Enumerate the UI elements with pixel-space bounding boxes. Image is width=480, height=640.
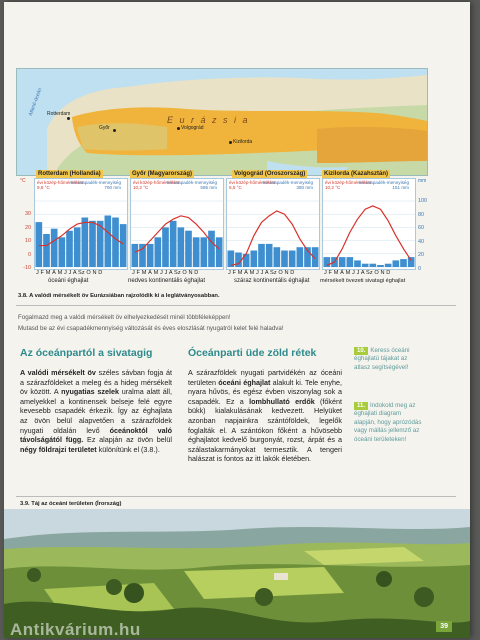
caption-gyor: Győr (Magyarország): [132, 171, 193, 177]
precip-bar: [251, 251, 258, 268]
photo-caption: 3.9. Táj az óceáni területen (Írország): [20, 501, 122, 507]
precip-bar: [120, 224, 127, 267]
precip-bar: [89, 221, 96, 267]
diagram-plot: [323, 179, 415, 269]
text-run: különítünk el (3.8.).: [96, 444, 160, 454]
precip-bar: [178, 227, 185, 267]
left-tick: 0: [28, 251, 31, 258]
precip-bar: [339, 257, 346, 267]
right-tick: 60: [418, 225, 424, 231]
map-label-atlanti: Atlanti-óceán: [27, 87, 44, 117]
text-run: alakult ki. Tele enyhe, nyara hűvös, és egész évben viszonylag sok a csapadék. Ez a: [188, 377, 342, 406]
left-tick: 30: [25, 211, 31, 217]
precip-bar: [43, 234, 50, 267]
text-run: széles sávban fogja át a szárazföldeket a meleg és a hideg mérsékelt öv között. A: [20, 368, 172, 397]
climate-type-label: óceáni éghajlat: [48, 278, 89, 284]
climate-diagram: [34, 178, 128, 270]
axis-left-unit: °C: [20, 178, 26, 184]
bold-term: lombhullató erdők: [249, 396, 315, 406]
left-tick: 20: [25, 224, 31, 231]
task-text: Keress óceáni éghajlatú tájakat az atlasz segítségével!: [354, 347, 410, 371]
city-marker: [229, 141, 232, 144]
precip-bar: [354, 260, 361, 267]
bold-term: nyugatias szelek: [61, 387, 119, 397]
climate-diagram: [226, 178, 320, 270]
temp-label: évi közép-hőmérséklet: [325, 180, 371, 185]
text-run: uralma alatt áll, amelyekkel a kontinensek belseje felé egyre kevesebb csapadék érkezik. Így az éghajlata az övön belül alapvetően a szárazföldek nyugati oldalán levő: [20, 387, 172, 435]
divider: [16, 305, 456, 306]
side-task: [354, 347, 424, 372]
temp-label: évi közép-hőmérséklet: [133, 180, 179, 185]
precip-bar: [266, 244, 273, 267]
temp-value: 9,8 °C: [37, 185, 50, 191]
body-paragraph: [188, 368, 342, 464]
precip-value: 760 mm: [104, 185, 121, 191]
right-tick: 40: [418, 238, 424, 245]
textbook-page: [4, 2, 470, 638]
precip-bar: [132, 244, 139, 267]
precip-bar: [74, 227, 81, 267]
section-title: Óceánparti üde zöld rétek: [188, 347, 317, 359]
precip-bar: [66, 231, 73, 267]
climate-diagram: [130, 178, 224, 270]
precip-bar: [82, 218, 89, 268]
precip-bar: [393, 260, 400, 267]
precip-bar: [155, 237, 162, 267]
temp-value: 6,5 °C: [229, 185, 242, 191]
map-city-rotterdam: Rotterdam: [47, 111, 71, 117]
climate-type-label: mérsékelt övezeti sivatagi éghajlat: [320, 278, 406, 284]
precip-bar: [377, 265, 384, 267]
diagram-plot: [131, 179, 223, 269]
task-number: 10.: [354, 347, 368, 355]
climate-type-label: száraz kontinentális éghajlat: [234, 278, 310, 284]
diagram-plot: [227, 179, 319, 269]
precip-bar: [59, 237, 66, 267]
map-city-volgograd: Volgográd: [181, 125, 204, 131]
precip-value: 151 mm: [392, 185, 409, 191]
precip-value: 585 mm: [200, 185, 217, 191]
diagram-plot: [35, 179, 127, 269]
precip-bar: [370, 264, 377, 267]
text-run: Ez alapján az övön belül: [83, 435, 172, 445]
precip-bar: [162, 227, 169, 267]
right-tick: 20: [418, 252, 424, 258]
precip-bar: [216, 237, 223, 267]
text-run: A szárazföldek nyugati partvidékén az óceáni területen: [188, 368, 342, 387]
body-paragraph: [20, 368, 172, 454]
caption-volgograd: Volgográd (Oroszország): [234, 171, 306, 177]
temp-value: 10,2 °C: [133, 185, 149, 191]
left-tick: -10: [23, 265, 31, 271]
precip-value: 380 mm: [296, 185, 313, 191]
precip-label: évi csapadék-mennyiség: [262, 180, 313, 185]
section-title: Az óceánpartól a sivatagig: [20, 347, 153, 359]
precip-bar: [112, 218, 119, 268]
axis-right-unit: mm: [418, 178, 427, 184]
precip-bar: [274, 247, 281, 267]
precip-bar: [243, 254, 250, 267]
precip-bar: [289, 251, 296, 268]
precip-label: évi csapadék-mennyiség: [358, 180, 409, 185]
precip-bar: [408, 257, 415, 267]
month-labels: J F M Á M J J A Sz O N D: [36, 270, 103, 276]
bold-term: A valódi mérsékelt öv: [20, 368, 96, 377]
precip-bar: [258, 244, 265, 267]
climate-zone-map: [16, 68, 428, 176]
precip-label: évi csapadék-mennyiség: [166, 180, 217, 185]
precip-bar: [170, 221, 177, 267]
landscape-drawing: [4, 509, 470, 638]
right-tick: 80: [418, 211, 424, 218]
precip-bar: [385, 264, 392, 267]
watermark: Antikvárium.hu: [10, 620, 141, 638]
task-text: Indokold meg az éghajlati diagram alapján, hogy aprózódás vagy mállás jellemző az óceáni területeken!: [354, 402, 422, 443]
precip-bar: [185, 231, 192, 267]
precip-bar: [147, 244, 154, 267]
bold-term: négy földrajzi területet: [20, 444, 97, 454]
temp-label: évi közép-hőmérséklet: [229, 180, 275, 185]
axis-left-ticks: [19, 208, 31, 276]
precip-bar: [362, 264, 369, 267]
figure-caption: 3.8. A valódi mérsékelt öv Eurázsiában rajzolódik ki a leglátványosabban.: [18, 293, 220, 299]
precip-bar: [36, 222, 43, 267]
side-task: [354, 402, 424, 444]
bold-term: óceánoktól való távolságától függ.: [20, 425, 172, 445]
divider: [16, 496, 456, 497]
precip-bar: [281, 251, 288, 268]
axis-right-ticks: [418, 195, 432, 276]
left-tick: 10: [25, 238, 31, 244]
month-labels: J F M Á M J J A Sz O N D: [132, 270, 199, 276]
precip-bar: [324, 257, 331, 267]
right-tick: 100: [418, 198, 427, 204]
precip-bar: [347, 257, 354, 267]
month-labels: J F M Á M J J A Sz O N D: [324, 270, 391, 276]
map-label-eurazsia: E u r á z s i a: [167, 115, 250, 125]
precip-bar: [193, 237, 200, 267]
city-marker: [67, 117, 70, 120]
temp-value: 10,2 °C: [325, 185, 341, 191]
note-text: Fogalmazd meg a valódi mérsékelt öv elhelyezkedését minél többféleképpen!: [18, 314, 231, 321]
text-run: (főként bükk) kialakulásának kedvezett. Helyüket azonban napjainkra szántóföldek, legelők foglalták el. A szántókon főként a hűvösebb éghajlatot kedvelő burgonyát, rozst, árpát és a szálastakarmányokat termesztik. A tengeri halászat is fontos az itt lakók életében.: [188, 396, 342, 464]
city-marker: [113, 129, 116, 132]
climate-type-label: nedves kontinentális éghajlat: [128, 278, 206, 284]
precip-bar: [208, 231, 215, 267]
month-labels: J F M Á M J J A Sz O N D: [228, 270, 295, 276]
page-number: 39: [436, 621, 452, 632]
caption-rotterdam: Rotterdam (Hollandia): [38, 171, 101, 177]
precip-bar: [51, 229, 58, 267]
right-tick: 0: [418, 265, 421, 272]
precip-bar: [400, 259, 407, 267]
bold-term: óceáni éghajlat: [218, 377, 271, 387]
precip-bar: [297, 247, 304, 267]
precip-label: évi csapadék-mennyiség: [70, 180, 121, 185]
map-city-kizilorda: Kizilorda: [233, 139, 253, 145]
map-city-gyor: Győr: [99, 125, 110, 131]
note-text: Mutasd be az évi csapadékmennyiség változását és éves eloszlását nyugatról kelet felé haladva!: [18, 325, 284, 332]
landscape-photo: [4, 509, 470, 638]
temperature-line: [327, 206, 411, 265]
precip-bar: [201, 237, 208, 267]
task-number: 11.: [354, 402, 368, 410]
precip-bar: [139, 244, 146, 267]
precip-bar: [105, 216, 112, 267]
temp-label: évi közép-hőmérséklet: [37, 180, 83, 185]
caption-kizilorda: Kizilorda (Kazahsztán): [324, 171, 389, 177]
climate-diagram: [322, 178, 416, 270]
city-marker: [177, 127, 180, 130]
